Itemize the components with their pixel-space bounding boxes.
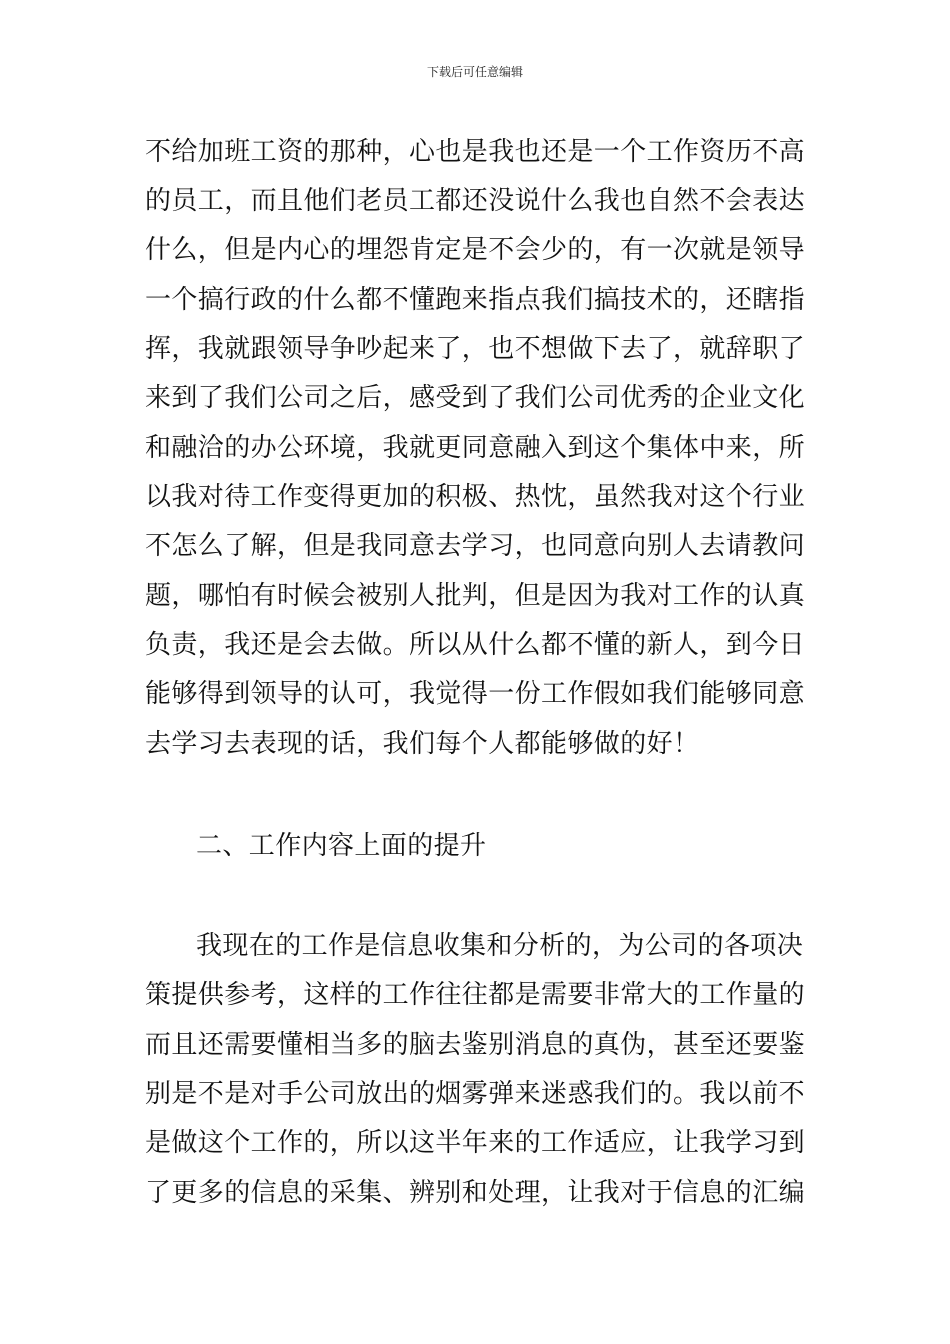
- paragraph-line: 不怎么了解，但是我同意去学习，也同意向别人去请教问: [145, 531, 805, 561]
- paragraph-line: 的员工，而且他们老员工都还没说什么我也自然不会表达: [145, 186, 805, 216]
- paragraph-line: 以我对待工作变得更加的积极、热忱，虽然我对这个行业: [145, 482, 805, 512]
- paragraph-line: 挥，我就跟领导争吵起来了，也不想做下去了，就辞职了: [145, 334, 805, 364]
- paragraph-line: 和融洽的办公环境，我就更同意融入到这个集体中来，所: [145, 433, 805, 463]
- paragraph-line: 我现在的工作是信息收集和分析的，为公司的各项决: [196, 931, 804, 961]
- page-header: 下载后可任意编辑: [426, 65, 523, 79]
- paragraph-line: 题，哪怕有时候会被别人批判，但是因为我对工作的认真: [145, 581, 805, 611]
- paragraph-line: 去学习去表现的话，我们每个人都能够做的好！: [145, 729, 700, 759]
- paragraph-line: 什么，但是内心的埋怨肯定是不会少的，有一次就是领导: [145, 235, 805, 265]
- paragraph-line: 一个搞行政的什么都不懂跑来指点我们搞技术的，还瞎指: [145, 285, 805, 315]
- paragraph-line: 不给加班工资的那种，心也是我也还是一个工作资历不高: [145, 137, 805, 167]
- section-heading: 二、工作内容上面的提升: [196, 831, 487, 861]
- paragraph-line: 能够得到领导的认可，我觉得一份工作假如我们能够同意: [145, 679, 805, 709]
- paragraph-line: 了更多的信息的采集、辨别和处理，让我对于信息的汇编: [145, 1178, 805, 1208]
- paragraph-line: 而且还需要懂相当多的脑去鉴别消息的真伪，甚至还要鉴: [145, 1030, 805, 1060]
- paragraph-line: 来到了我们公司之后，感受到了我们公司优秀的企业文化: [145, 383, 805, 413]
- paragraph-line: 负责，我还是会去做。所以从什么都不懂的新人，到今日: [145, 630, 805, 660]
- paragraph-line: 策提供参考，这样的工作往往都是需要非常大的工作量的: [145, 980, 805, 1010]
- paragraph-line: 别是不是对手公司放出的烟雾弹来迷惑我们的。我以前不: [145, 1079, 805, 1109]
- paragraph-line: 是做这个工作的，所以这半年来的工作适应，让我学习到: [145, 1128, 805, 1158]
